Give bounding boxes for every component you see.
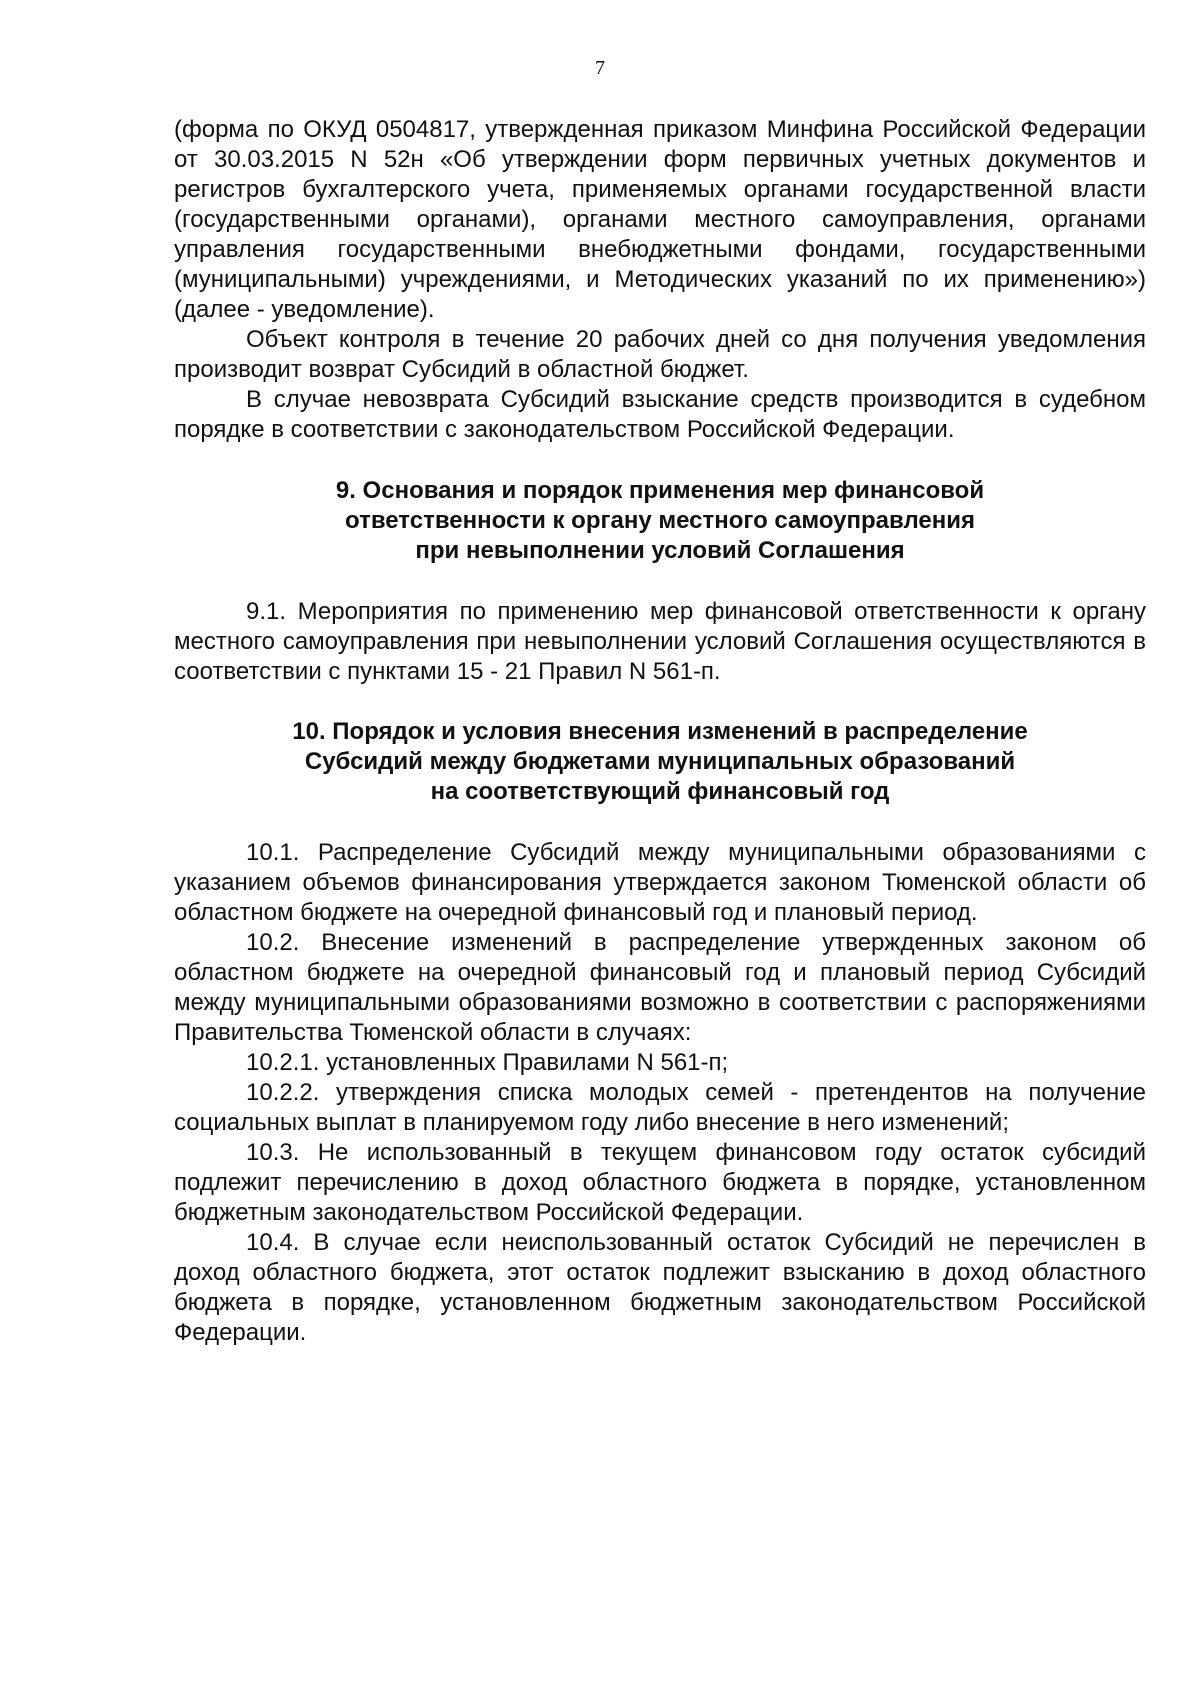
page-number: 7 [595, 57, 605, 79]
section-9-heading-line-1: 9. Основания и порядок применения мер финансовой [335, 477, 985, 504]
section-10-heading-line-2: Субсидий между бюджетами муниципальных образований [304, 748, 1016, 775]
spacer [174, 445, 1146, 476]
spacer [174, 687, 1146, 717]
section-10-paragraph-10-2-2: 10.2.2. утверждения списка молодых семей - претендентов на получение социальных выплат в планируемом году либо внесение в него изменений; [174, 1079, 1146, 1136]
spacer [174, 807, 1146, 838]
intro-paragraph-1: (форма по ОКУД 0504817, утвержденная приказом Минфина Российской Федерации от 30.03.2015 N 52н «Об утверждении форм первичных учетных документов и регистров бухгалтерского учета, применяемых органами государственной власти (государственными органами), органами местного самоуправления, органами управления государственными внебюджетными фондами, государственными (муниципальными) учреждениями, и Методических указаний по их применению») (далее - уведомление). [174, 116, 1146, 323]
section-9-paragraph-9-1: 9.1. Мероприятия по применению мер финансовой ответственности к органу местного самоуправления при невыполнении условий Соглашения осуществляются в соответствии с пунктами 15 - 21 Правил N 561-п. [174, 598, 1146, 685]
section-10-heading [174, 717, 1146, 807]
section-10-paragraph-10-4: 10.4. В случае если неиспользованный остаток Субсидий не перечислен в доход областного бюджета, этот остаток подлежит взысканию в доход областного бюджета в порядке, установленном бюджетным законодательством Российской Федерации. [174, 1229, 1146, 1346]
section-9-heading-line-2: ответственности к органу местного самоуправления [345, 507, 975, 534]
section-10-heading-line-3: на соответствующий финансовый год [430, 778, 890, 805]
section-10-paragraph-10-3: 10.3. Не использованный в текущем финансовом году остаток субсидий подлежит перечислению в доход областного бюджета в порядке, установленном бюджетным законодательством Российской Федерации. [174, 1139, 1146, 1226]
section-9-heading [174, 476, 1146, 566]
section-10-paragraph-10-1: 10.1. Распределение Субсидий между муниципальными образованиями с указанием объемов финансирования утверждается законом Тюменской области об областном бюджете на очередной финансовый год и плановый период. [174, 839, 1146, 926]
intro-paragraph-3: В случае невозврата Субсидий взыскание средств производится в судебном порядке в соответствии с законодательством Российской Федерации. [174, 386, 1146, 443]
section-10-heading-line-1: 10. Порядок и условия внесения изменений в распределение [292, 718, 1028, 745]
document-body [174, 115, 1146, 1348]
spacer [174, 566, 1146, 597]
intro-paragraph-2: Объект контроля в течение 20 рабочих дней со дня получения уведомления производит возврат Субсидий в областной бюджет. [174, 326, 1146, 383]
section-9-heading-line-3: при невыполнении условий Соглашения [415, 537, 905, 564]
section-10-paragraph-10-2-1: 10.2.1. установленных Правилами N 561-п; [246, 1049, 729, 1076]
section-10-paragraph-10-2: 10.2. Внесение изменений в распределение утвержденных законом об областном бюджете на очередной финансовый год и плановый период Субсидий между муниципальными образованиями возможно в соответствии с распоряжениями Правительства Тюменской области в случаях: [174, 929, 1146, 1046]
